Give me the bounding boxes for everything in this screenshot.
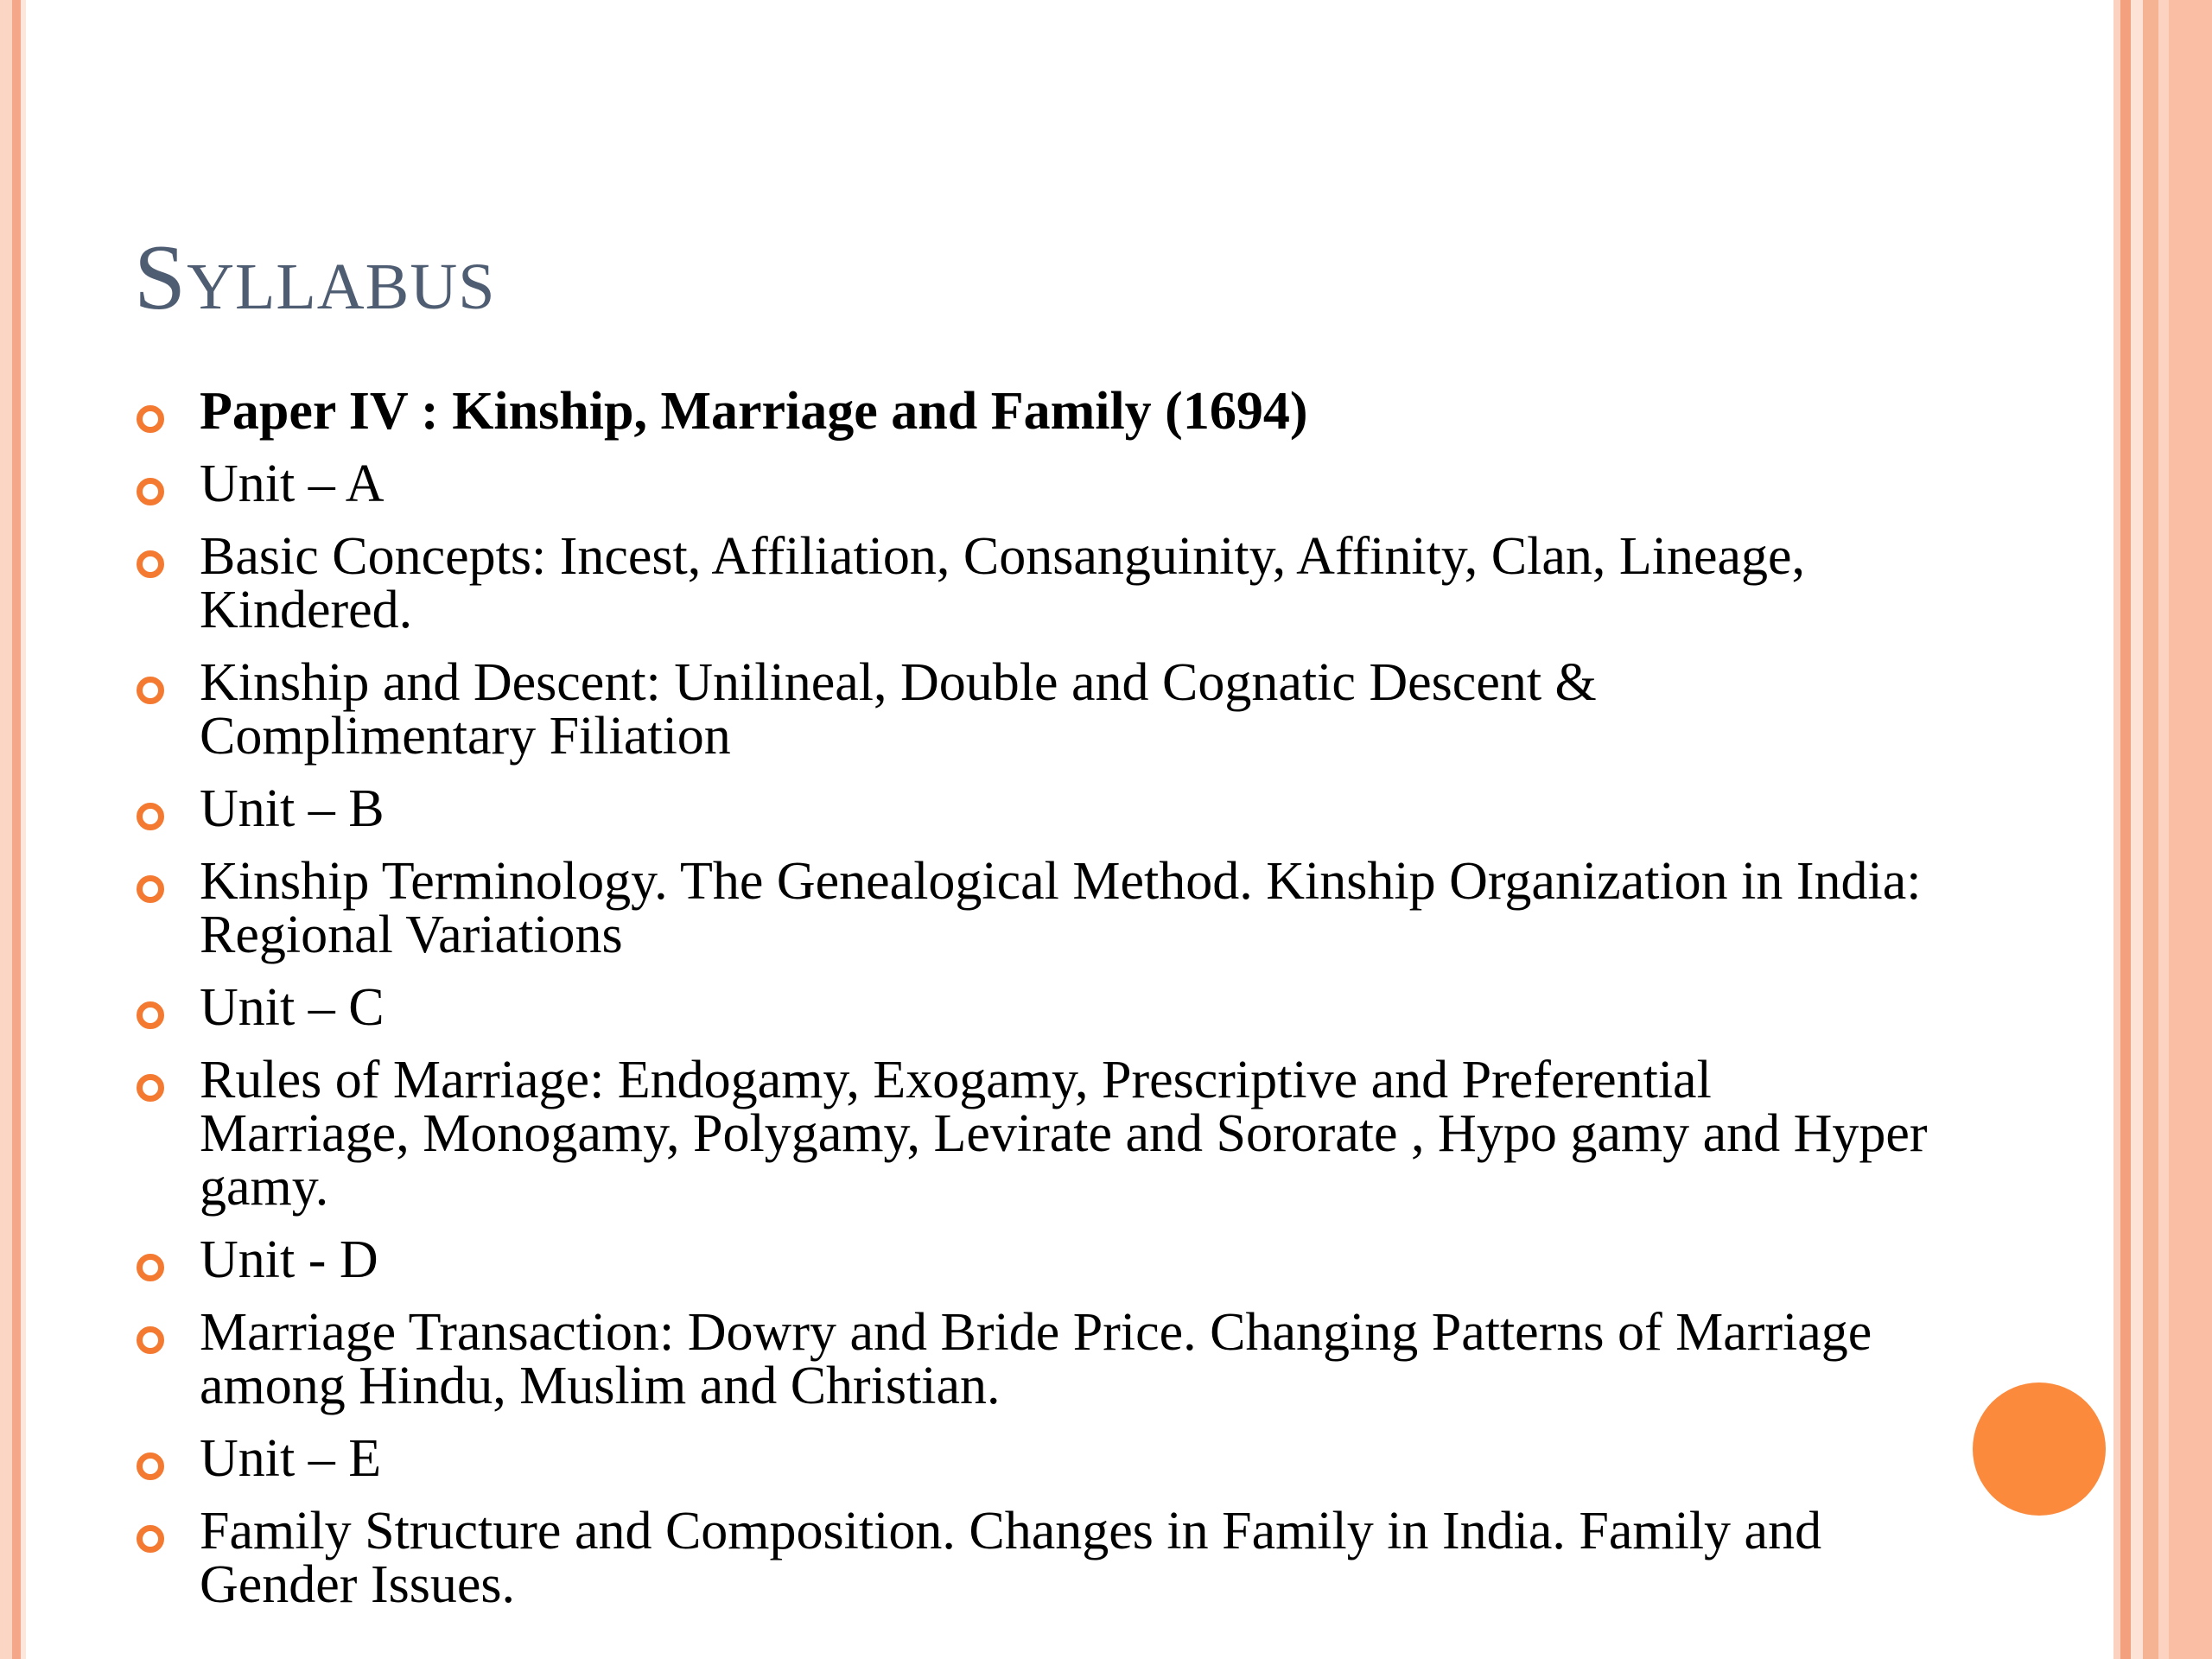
list-item-text: Family Structure and Composition. Changes in Family in India. Family and Gender Issues. [200, 1502, 1822, 1614]
list-item-text: Unit – B [200, 779, 385, 838]
left-border-decoration [0, 0, 12, 1659]
hollow-circle-bullet-icon [137, 875, 164, 903]
list-item-text: Paper IV : Kinship, Marriage and Family (1694) [200, 382, 1308, 441]
hollow-circle-bullet-icon [137, 1001, 164, 1029]
hollow-circle-bullet-icon [137, 550, 164, 578]
list-item [134, 1303, 1931, 1415]
list-item [134, 1230, 1931, 1289]
list-item-text: Unit – E [200, 1429, 382, 1488]
list-item [134, 978, 1931, 1037]
hollow-circle-bullet-icon [137, 478, 164, 505]
hollow-circle-bullet-icon [137, 1326, 164, 1354]
right-border-stripe-4 [2143, 0, 2158, 1659]
list-item-text: Kinship Terminology. The Genealogical Method. Kinship Organization in India: Regional Variations [200, 852, 1922, 964]
list-item [134, 1502, 1931, 1614]
right-border-stripe-6 [2169, 0, 2212, 1659]
list-item-text: Unit – C [200, 978, 385, 1037]
right-border-stripe-5 [2158, 0, 2169, 1659]
list-item [134, 852, 1931, 964]
list-item [134, 382, 1931, 441]
orange-circle-decoration [1973, 1382, 2106, 1516]
hollow-circle-bullet-icon [137, 405, 164, 433]
list-item-text: Basic Concepts: Incest, Affiliation, Consanguinity, Affinity, Clan, Lineage, Kindered. [200, 527, 1806, 639]
hollow-circle-bullet-icon [137, 1254, 164, 1281]
slide-title: Syllabus [134, 226, 496, 329]
hollow-circle-bullet-icon [137, 803, 164, 830]
list-item-text: Marriage Transaction: Dowry and Bride Price. Changing Patterns of Marriage among Hindu, Muslim and Christian. [200, 1303, 1872, 1415]
list-item-text: Kinship and Descent: Unilineal, Double and Cognatic Descent & Complimentary Filiation [200, 653, 1597, 766]
list-item-text: Unit – A [200, 454, 385, 513]
right-border-stripe-3 [2131, 0, 2143, 1659]
hollow-circle-bullet-icon [137, 1074, 164, 1102]
list-item-text: Unit - D [200, 1230, 378, 1289]
list-item [134, 527, 1931, 639]
syllabus-list [134, 382, 1931, 1630]
list-item [134, 653, 1931, 766]
right-border-stripe-2 [2120, 0, 2131, 1659]
right-border-stripe-1 [2113, 0, 2120, 1659]
list-item-text: Rules of Marriage: Endogamy, Exogamy, Prescriptive and Preferential Marriage, Monogamy, Polygamy, Levirate and Sororate , Hypo gamy and Hyper gamy. [200, 1051, 1928, 1217]
left-border-stripe [12, 0, 21, 1659]
hollow-circle-bullet-icon [137, 1525, 164, 1553]
left-border-gap [21, 0, 26, 1659]
list-item [134, 454, 1931, 513]
list-item [134, 1051, 1931, 1217]
list-item [134, 779, 1931, 838]
hollow-circle-bullet-icon [137, 677, 164, 704]
list-item [134, 1429, 1931, 1488]
hollow-circle-bullet-icon [137, 1452, 164, 1480]
